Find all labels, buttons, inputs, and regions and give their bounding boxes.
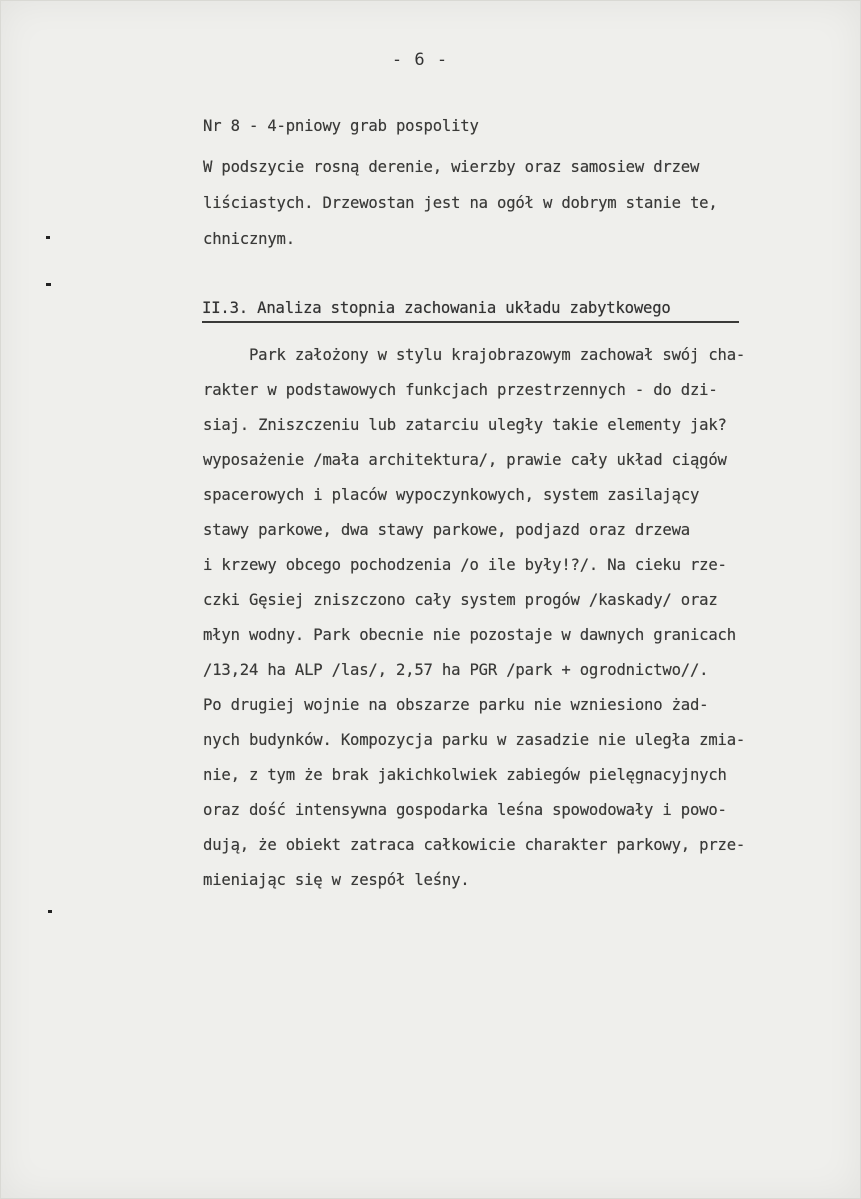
section-line: spacerowych i placów wypoczynkowych, system zasilający — [203, 486, 700, 504]
entry-line: W podszycie rosną derenie, wierzby oraz samosiew drzew — [203, 158, 700, 176]
section-line: i krzewy obcego pochodzenia /o ile były!?/. Na cieku rze- — [203, 556, 727, 574]
margin-mark — [46, 283, 51, 286]
section-line: nych budynków. Kompozycja parku w zasadzie nie uległa zmia- — [203, 731, 746, 749]
page-number: - 6 - — [391, 50, 449, 70]
section-line: dują, że obiekt zatraca całkowicie charakter parkowy, prze- — [203, 836, 746, 854]
section-line: nie, z tym że brak jakichkolwiek zabiegów pielęgnacyjnych — [203, 766, 727, 784]
section-line: oraz dość intensywna gospodarka leśna spowodowały i powo- — [203, 801, 727, 819]
section-heading: II.3. Analiza stopnia zachowania układu zabytkowego — [202, 299, 671, 317]
section-line: rakter w podstawowych funkcjach przestrzennych - do dzi- — [203, 381, 718, 399]
section-line: wyposażenie /mała architektura/, prawie cały układ ciągów — [203, 451, 727, 469]
section-line: mieniając się w zespół leśny. — [203, 871, 470, 889]
section-line: czki Gęsiej zniszczono cały system progów /kaskady/ oraz — [203, 591, 718, 609]
section-line: Park założony w stylu krajobrazowym zachował swój cha- — [203, 346, 746, 364]
section-line: /13,24 ha ALP /las/, 2,57 ha PGR /park + ogrodnictwo//. — [203, 661, 709, 679]
section-line: stawy parkowe, dwa stawy parkowe, podjazd oraz drzewa — [203, 521, 690, 539]
heading-underline — [202, 321, 739, 323]
section-line: młyn wodny. Park obecnie nie pozostaje w dawnych granicach — [203, 626, 736, 644]
section-line: Po drugiej wojnie na obszarze parku nie wzniesiono żad- — [203, 696, 709, 714]
entry-line: liściastych. Drzewostan jest na ogół w dobrym stanie te, — [203, 194, 718, 212]
entry-title: Nr 8 - 4-pniowy grab pospolity — [203, 117, 479, 135]
margin-mark — [48, 910, 52, 913]
margin-mark — [46, 236, 50, 239]
section-line: siaj. Zniszczeniu lub zatarciu uległy takie elementy jak? — [203, 416, 727, 434]
entry-line: chnicznym. — [203, 230, 295, 248]
